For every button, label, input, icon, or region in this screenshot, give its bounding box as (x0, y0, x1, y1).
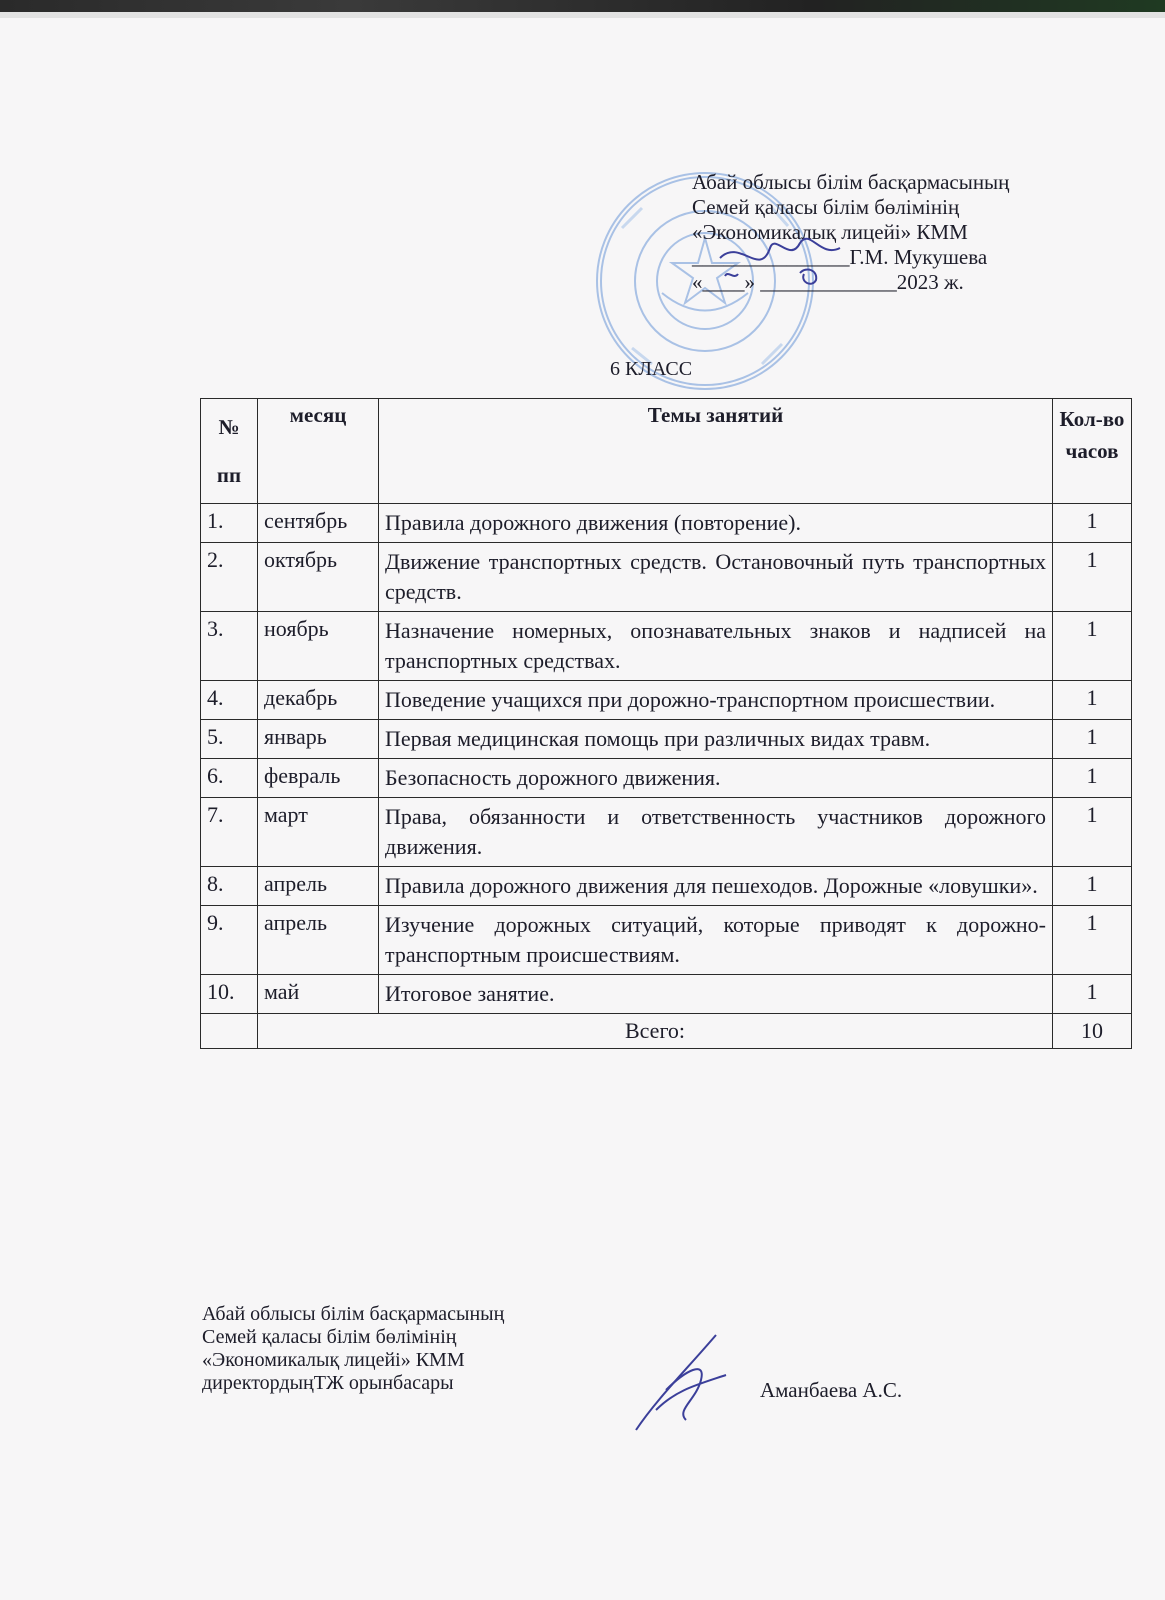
row-month: ноябрь (258, 612, 379, 681)
approval-signatory: _______________Г.М. Мукушева (692, 245, 988, 269)
table-row (201, 720, 1132, 759)
table-row (201, 543, 1132, 612)
row-month: сентябрь (258, 504, 379, 543)
footer-org-line-3: «Экономикалық лицейі» КММ (202, 1349, 465, 1371)
director-signature (700, 218, 850, 308)
row-month: октябрь (258, 543, 379, 612)
row-month: декабрь (258, 681, 379, 720)
header-topic: Темы занятий (379, 399, 1053, 504)
deputy-name: Аманбаева А.С. (760, 1378, 903, 1402)
row-num: 6. (201, 759, 258, 798)
row-hours: 1 (1053, 798, 1132, 867)
class-title: 6 КЛАСС (610, 358, 693, 380)
row-hours: 1 (1053, 759, 1132, 798)
table-total-row (201, 1014, 1132, 1049)
header-hours: Кол-во часов (1053, 399, 1132, 504)
scan-border (0, 12, 1165, 18)
table-row (201, 681, 1132, 720)
header-month: месяц (258, 399, 379, 504)
table-row (201, 867, 1132, 906)
row-hours: 1 (1053, 681, 1132, 720)
row-hours: 1 (1053, 867, 1132, 906)
row-topic: Правила дорожного движения (повторение). (379, 504, 1053, 543)
row-month: май (258, 975, 379, 1014)
row-num: 2. (201, 543, 258, 612)
footer-position: директордыңТЖ орынбасары (202, 1372, 454, 1394)
table-row (201, 906, 1132, 975)
row-hours: 1 (1053, 612, 1132, 681)
total-empty-cell (201, 1014, 258, 1049)
row-hours: 1 (1053, 720, 1132, 759)
row-hours: 1 (1053, 543, 1132, 612)
total-value: 10 (1053, 1014, 1132, 1049)
row-month: февраль (258, 759, 379, 798)
table-row (201, 612, 1132, 681)
approval-org-line-2: Семей қаласы білім бөлімінің (692, 195, 960, 219)
footer-block (202, 1303, 504, 1395)
row-topic: Поведение учащихся при дорожно-транспортном происшествии. (379, 681, 1053, 720)
row-num: 8. (201, 867, 258, 906)
table-row (201, 798, 1132, 867)
row-num: 10. (201, 975, 258, 1014)
row-num: 9. (201, 906, 258, 975)
approval-org-line-3: «Экономикалық лицейі» КММ (692, 220, 968, 244)
total-label: Всего: (258, 1014, 1053, 1049)
row-topic: Назначение номерных, опознавательных знаков и надписей на транспортных средствах. (379, 612, 1053, 681)
footer-org-line-1: Абай облысы білім басқармасының (202, 1303, 505, 1325)
row-month: январь (258, 720, 379, 759)
table-header-row (201, 399, 1132, 504)
scan-top-edge (0, 0, 1165, 12)
approval-org-line-1: Абай облысы білім басқармасының (692, 170, 1010, 194)
row-topic: Первая медицинская помощь при различных видах травм. (379, 720, 1053, 759)
row-num: 7. (201, 798, 258, 867)
row-num: 3. (201, 612, 258, 681)
row-num: 4. (201, 681, 258, 720)
table-row (201, 975, 1132, 1014)
row-topic: Правила дорожного движения для пешеходов. Дорожные «ловушки». (379, 867, 1053, 906)
row-hours: 1 (1053, 975, 1132, 1014)
row-hours: 1 (1053, 504, 1132, 543)
footer-org-line-2: Семей қаласы білім бөлімінің (202, 1326, 457, 1348)
row-topic: Безопасность дорожного движения. (379, 759, 1053, 798)
row-num: 1. (201, 504, 258, 543)
row-month: март (258, 798, 379, 867)
lesson-plan-table (200, 398, 1132, 1049)
row-hours: 1 (1053, 906, 1132, 975)
table-row (201, 504, 1132, 543)
row-topic: Движение транспортных средств. Остановочный путь транспортных средств. (379, 543, 1053, 612)
header-num: № пп (201, 399, 258, 504)
row-num: 5. (201, 720, 258, 759)
deputy-signature (626, 1330, 746, 1440)
row-month: апрель (258, 867, 379, 906)
row-topic: Итоговое занятие. (379, 975, 1053, 1014)
table-row (201, 759, 1132, 798)
row-topic: Изучение дорожных ситуаций, которые приводят к дорожно-транспортным происшествиям. (379, 906, 1053, 975)
row-topic: Права, обязанности и ответственность участников дорожного движения. (379, 798, 1053, 867)
row-month: апрель (258, 906, 379, 975)
approval-date: «____» _____________2023 ж. (692, 270, 964, 294)
